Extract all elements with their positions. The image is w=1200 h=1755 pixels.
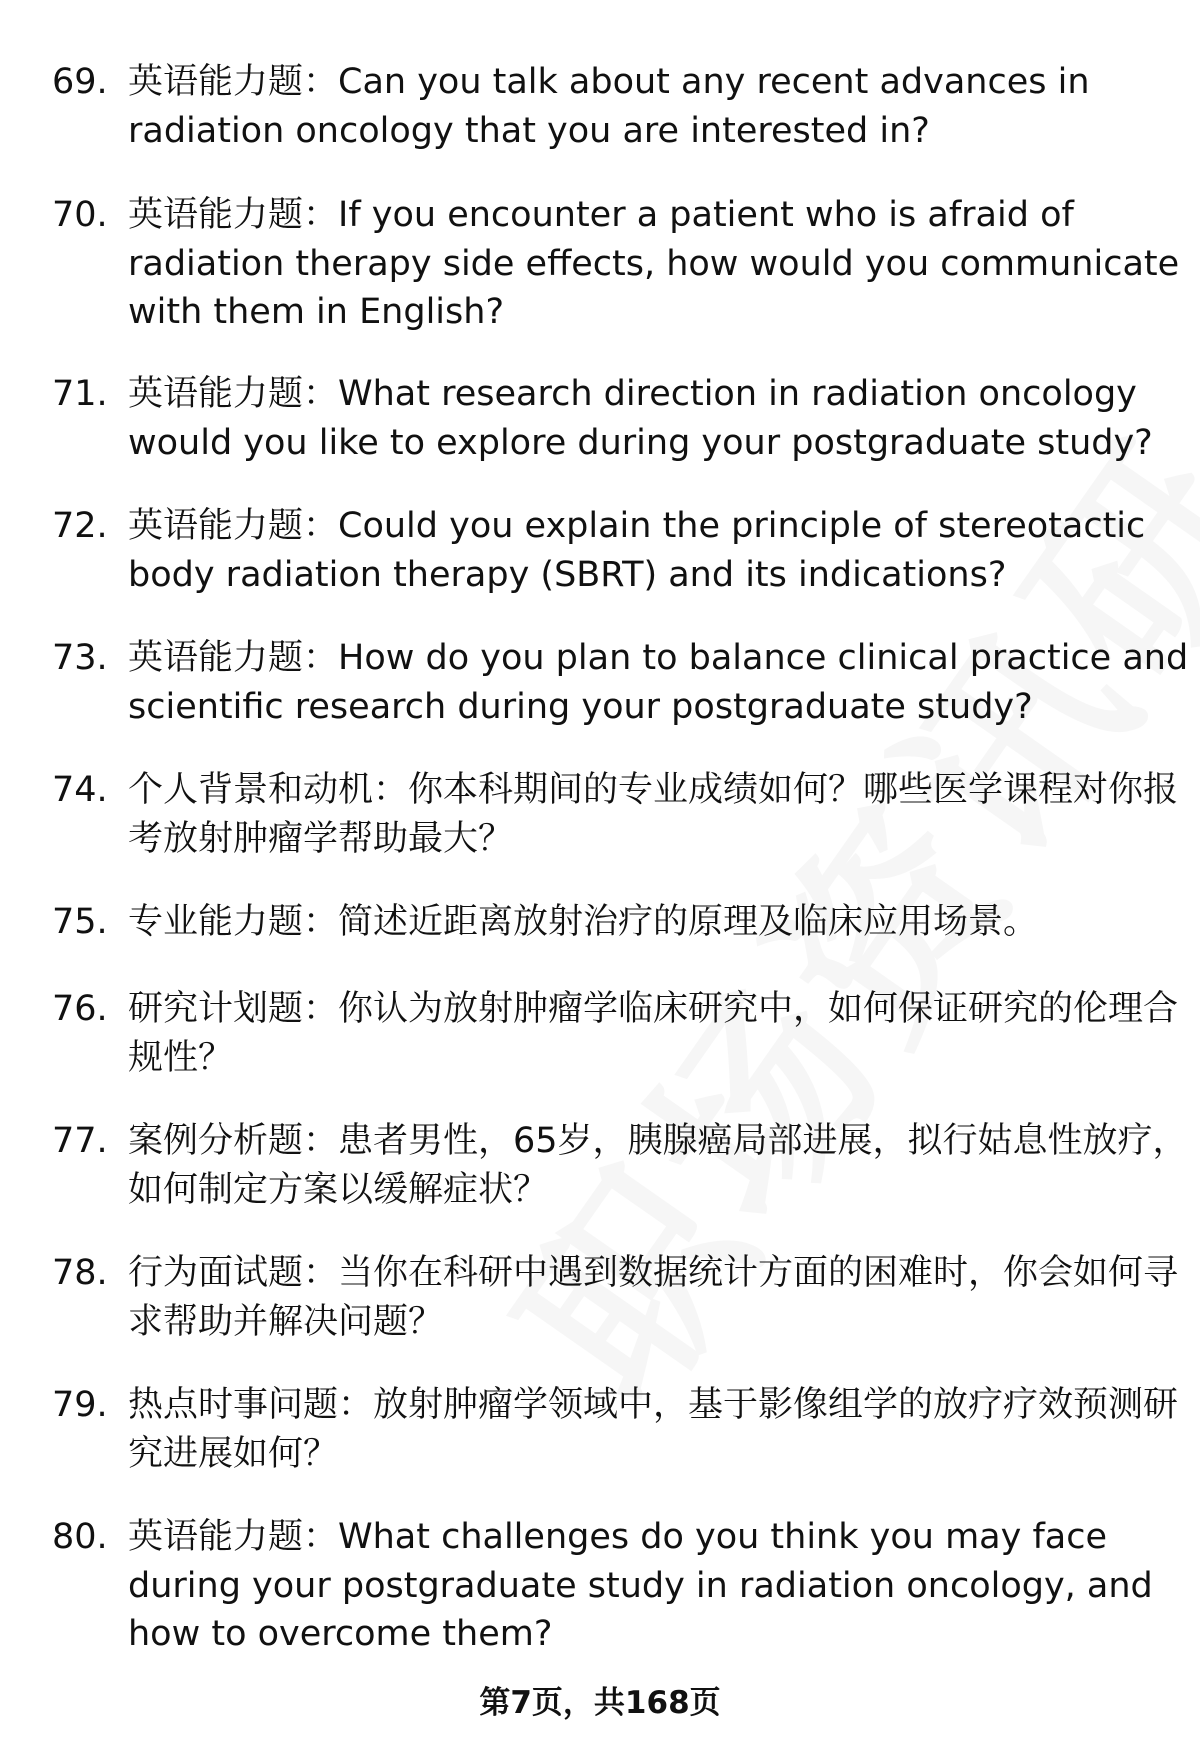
question-item (52, 634, 1189, 731)
question-item (52, 1513, 1152, 1659)
question-number: 77. (52, 1121, 108, 1161)
question-item (52, 1117, 1188, 1214)
question-text: 英语能力题：If you encounter a patient who is afraid of radiation therapy side effects, how would you communicate with them in English? (128, 195, 1180, 332)
question-text: 专业能力题：简述近距离放射治疗的原理及临床应用场景。 (128, 902, 1039, 942)
question-number: 76. (52, 989, 108, 1029)
question-item (52, 370, 1152, 467)
question-item (52, 766, 1179, 863)
question-item (52, 1249, 1179, 1346)
question-number: 70. (52, 195, 108, 235)
question-number: 74. (52, 770, 108, 810)
question-item (52, 502, 1152, 599)
question-number: 80. (52, 1517, 108, 1557)
question-text: 行为面试题：当你在科研中遇到数据统计方面的困难时，你会如何寻求帮助并解决问题？ (128, 1253, 1179, 1342)
question-item (52, 191, 1180, 337)
question-number: 78. (52, 1253, 108, 1293)
question-number: 69. (52, 62, 108, 102)
page-indicator: 第7页，共168页 (479, 1685, 721, 1721)
question-item (52, 58, 1152, 155)
question-text: 英语能力题：What research direction in radiation oncology would you like to explore during your postgraduate study? (128, 374, 1153, 463)
question-number: 71. (52, 374, 108, 414)
question-text: 英语能力题：How do you plan to balance clinical practice and scientific research during your postgraduate study? (128, 638, 1189, 727)
question-text: 英语能力题：What challenges do you think you may face during your postgraduate study in radiation oncology, and how to overcome them? (128, 1517, 1153, 1654)
question-text: 热点时事问题：放射肿瘤学领域中，基于影像组学的放疗疗效预测研究进展如何？ (128, 1385, 1179, 1474)
question-text: 研究计划题：你认为放射肿瘤学临床研究中，如何保证研究的伦理合规性？ (128, 989, 1179, 1078)
question-text: 英语能力题：Can you talk about any recent advances in radiation oncology that you are interested in? (128, 62, 1090, 151)
question-number: 79. (52, 1385, 108, 1425)
question-number: 73. (52, 638, 108, 678)
question-text: 案例分析题：患者男性，65岁，胰腺癌局部进展，拟行姑息性放疗，如何制定方案以缓解症状？ (128, 1121, 1188, 1210)
question-number: 75. (52, 902, 108, 942)
question-text: 个人背景和动机：你本科期间的专业成绩如何？哪些医学课程对你报考放射肿瘤学帮助最大？ (128, 770, 1179, 859)
question-text: 英语能力题：Could you explain the principle of stereotactic body radiation therapy (SBRT) and its indications? (128, 506, 1146, 595)
question-number: 72. (52, 506, 108, 546)
question-item (52, 898, 1152, 947)
question-item (52, 985, 1179, 1082)
question-item (52, 1381, 1179, 1478)
